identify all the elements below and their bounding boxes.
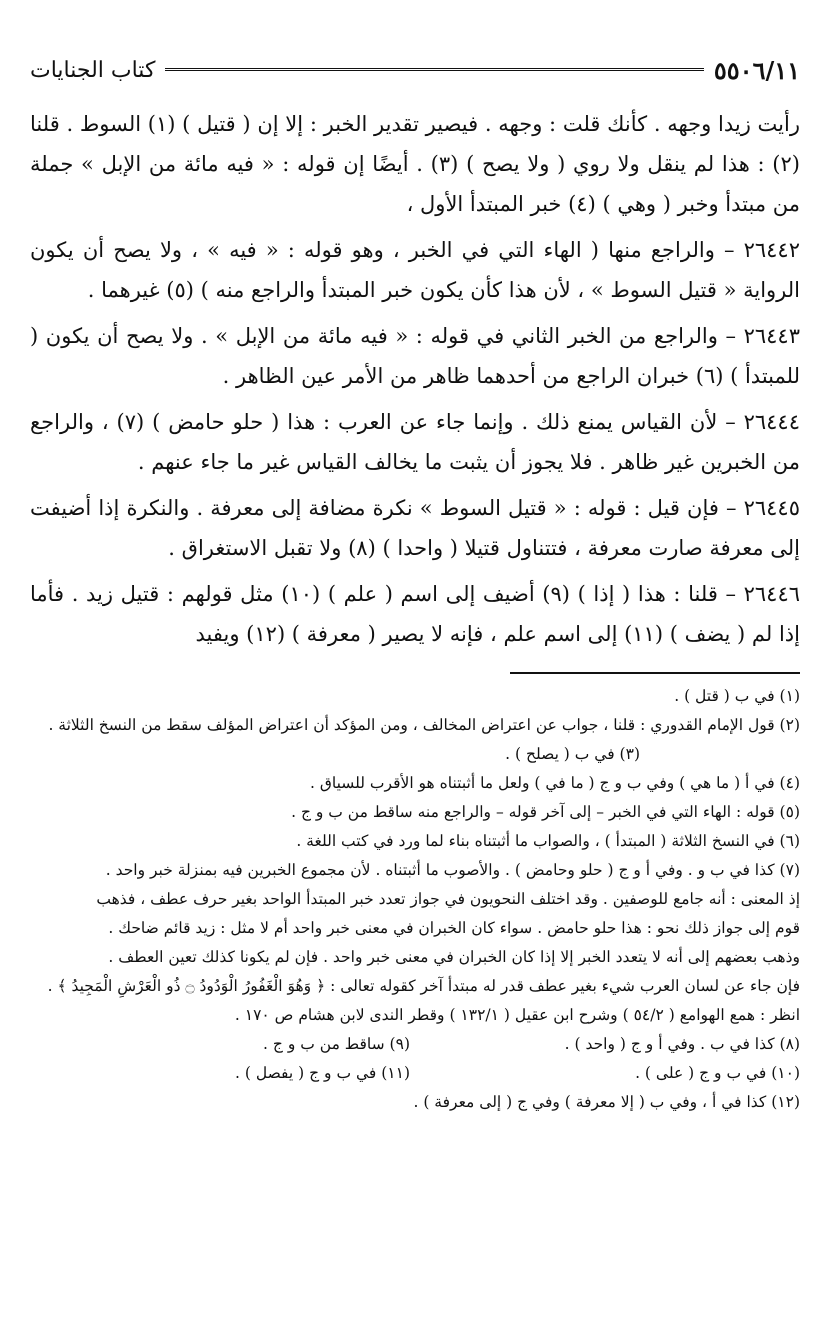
main-text bbox=[30, 104, 800, 654]
footnote-row bbox=[30, 1059, 800, 1088]
paragraph: ٢٦٤٤٣ – والراجع من الخبر الثاني في قوله : « فيه مائة من الإبل » . ولا يصح أن يكون ( للمبتدأ ) (٦) خبران الراجع من أحدهما ظاهر من الأمر عين الظاهر . bbox=[30, 324, 800, 388]
footnotes bbox=[30, 682, 800, 1117]
paragraph: ٢٦٤٤٢ – والراجع منها ( الهاء التي في الخبر ، وهو قوله : « فيه » ، ولا يصح أن يكون الرواية « قتيل السوط » ، لأن هذا كأن يكون خبر المبتدأ والراجع منه ) (٥) غيرهما . bbox=[30, 238, 800, 302]
paragraph: رأيت زيدا وجهه . كأنك قلت : وجهه . فيصير تقدير الخبر : إلا إن ( قتيل ) (١) السوط . قلنا (٢) : هذا لم ينقل ولا روي ( ولا يصح ) (٣) . أيضًا إن قوله : « فيه مائة من الإبل » جملة من مبتدأ وخبر ( وهي ) (٤) خبر المبتدأ الأول ، bbox=[30, 112, 800, 216]
paragraph: ٢٦٤٤٤ – لأن القياس يمنع ذلك . وإنما جاء عن العرب : هذا ( حلو حامض ) (٧) ، والراجع من الخبرين غير ظاهر . فلا يجوز أن يثبت ما يخالف القياس غير ما جاء عنهم . bbox=[30, 410, 800, 474]
header-rule bbox=[165, 68, 703, 73]
footnote: (٦) في النسخ الثلاثة ( المبتدأ ) ، والصواب ما أثبتناه بناء لما ورد في كتب اللغة . bbox=[296, 832, 800, 850]
footnote-line: وذهب بعضهم إلى أنه لا يتعدد الخبر إلا إذا كان الخبران في معنى خبر واحد . فإن لم يكونا كذلك تعين العطف . bbox=[108, 948, 800, 966]
page-number: ٥٥٠٦/١١ bbox=[713, 55, 800, 85]
book-title: كتاب الجنايات bbox=[30, 57, 156, 83]
footnote-line: قوم إلى جواز ذلك نحو : هذا حلو حامض . سواء كان الخبران في معنى خبر واحد أم لا مثل : زيد قائم ضاحك . bbox=[108, 919, 800, 937]
footnote: (١) في ب ( قتل ) . bbox=[674, 687, 800, 705]
footnote-line: (٧) كذا في ب و . وفي أ و ج ( حلو وحامض ) . والأصوب ما أثبتناه . لأن مجموع الخبرين فيه بمنزلة خبر واحد . bbox=[105, 861, 800, 879]
footnote: (٥) قوله : الهاء التي في الخبر – إلى آخر قوله – والراجع منه ساقط من ب و ج . bbox=[291, 803, 800, 821]
page bbox=[30, 50, 800, 1117]
paragraph: ٢٦٤٤٦ – قلنا : هذا ( إذا ) (٩) أضيف إلى اسم ( علم ) (١٠) مثل قولهم : قتيل زيد . فأما إذا لم ( يضف ) (١١) إلى اسم علم ، فإنه لا يصير ( معرفة ) (١٢) ويفيد bbox=[30, 582, 801, 646]
page-header bbox=[30, 50, 800, 90]
footnote-line: فإن جاء عن لسان العرب شيء بغير عطف قدر له مبتدأ آخر كقوله تعالى : ﴿ وَهُوَ الْغَفُورُ الْوَدُودُ ۝ ذُو الْعَرْشِ الْمَجِيدُ ﴾ . bbox=[47, 977, 800, 995]
footnote: (٢) قول الإمام القدوري : قلنا ، جواب عن اعتراض المخالف ، ومن المؤكد أن اعتراض المؤلف سقط من النسخ الثلاثة . bbox=[48, 716, 800, 734]
footnote: (٤) في أ ( ما هي ) وفي ب و ج ( ما في ) ولعل ما أثبتناه هو الأقرب للسياق . bbox=[310, 774, 800, 792]
footnote: (١٠) في ب و ج ( على ) . bbox=[635, 1064, 800, 1082]
footnote: (٩) ساقط من ب و ج . bbox=[263, 1035, 410, 1053]
footnote: (١١) في ب و ج ( يفصل ) . bbox=[235, 1064, 410, 1082]
footnote: (٣) في ب ( يصلح ) . bbox=[505, 745, 640, 763]
footnote-line: انظر : همع الهوامع ( ٥٤/٢ ) وشرح ابن عقيل ( ١٣٢/١ ) وقطر الندى لابن هشام ص ١٧٠ . bbox=[234, 1006, 800, 1024]
footnote: (١٢) كذا في أ ، وفي ب ( إلا معرفة ) وفي ج ( إلى معرفة ) . bbox=[413, 1093, 800, 1111]
footnote-line: إذ المعنى : أنه جامع للوصفين . وقد اختلف النحويون في جواز تعدد خبر المبتدأ الواحد بغير حرف عطف ، فذهب bbox=[96, 890, 800, 908]
footnote-row bbox=[30, 1030, 800, 1059]
footnote-divider bbox=[510, 672, 800, 674]
paragraph: ٢٦٤٤٥ – فإن قيل : قوله : « قتيل السوط » نكرة مضافة إلى معرفة . والنكرة إذا أضيفت إلى معرفة صارت معرفة ، فتتناول قتيلا ( واحدا ) (٨) ولا تقبل الاستغراق . bbox=[30, 496, 800, 560]
footnote: (٨) كذا في ب . وفي أ و ج ( واحد ) . bbox=[564, 1035, 800, 1053]
